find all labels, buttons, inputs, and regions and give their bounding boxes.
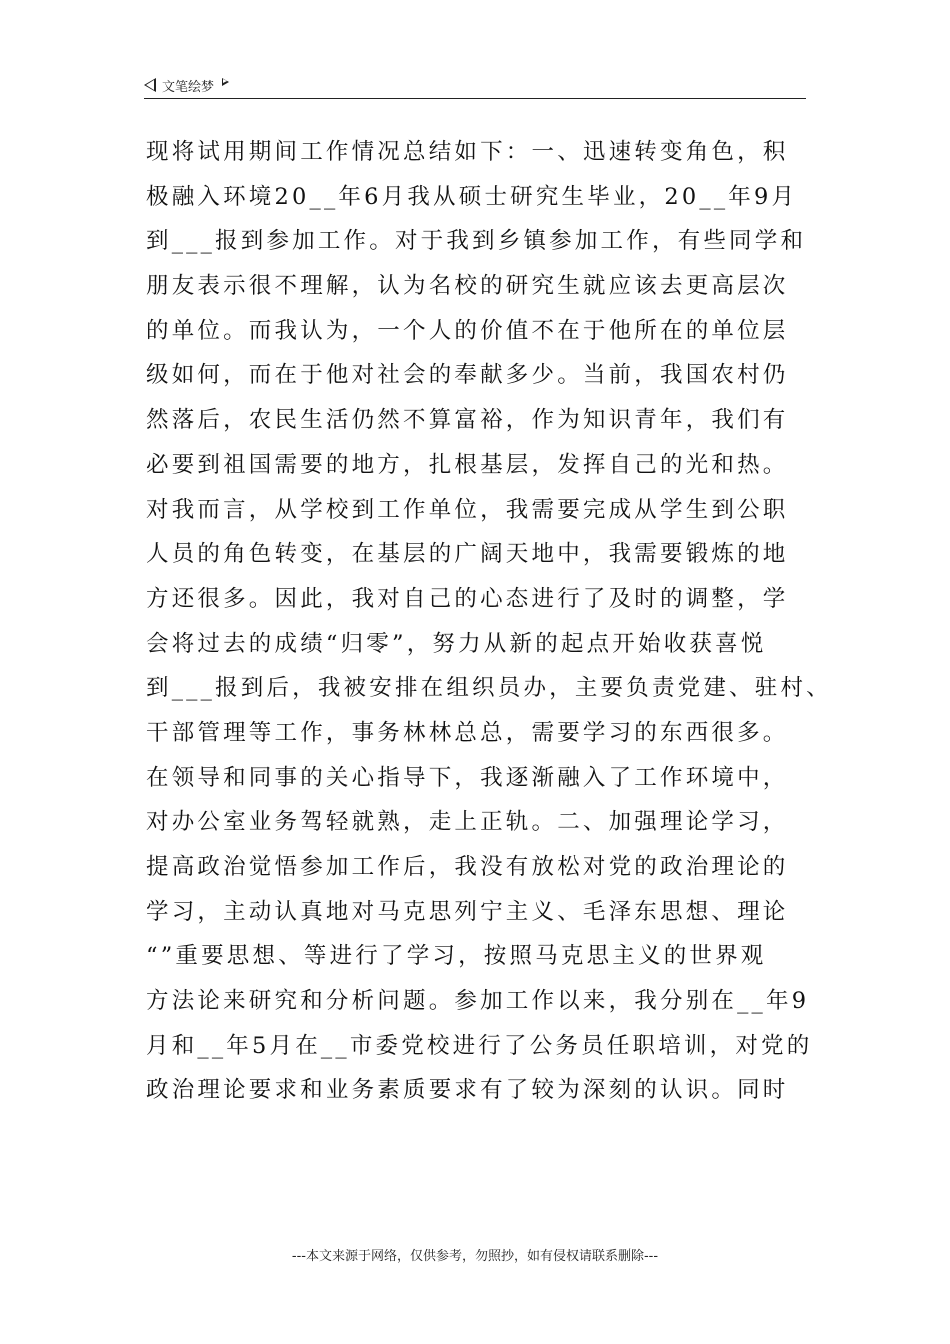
body-line: 方法论来研究和分析问题。参加工作以来，我分别在__年9 xyxy=(146,988,810,1015)
document-body xyxy=(146,130,832,1113)
body-line: 人员的角色转变，在基层的广阔天地中，我需要锻炼的地 xyxy=(146,541,789,568)
triangle-right-icon xyxy=(222,78,229,86)
body-line: 然落后，农民生活仍然不算富裕，作为知识青年，我们有 xyxy=(146,407,789,434)
body-line: 对我而言，从学校到工作单位，我需要完成从学生到公职 xyxy=(146,496,789,523)
body-line: 极融入环境20__年6月我从硕士研究生毕业，20__年9月 xyxy=(146,183,798,210)
body-line: 政治理论要求和业务素质要求有了较为深刻的认识。同时 xyxy=(146,1077,789,1104)
body-line: 会将过去的成绩“归零”，努力从新的起点开始收获喜悦 xyxy=(146,630,767,657)
body-line: “”重要思想、等进行了学习，按照马克思主义的世界观 xyxy=(146,943,767,970)
brand-logo xyxy=(144,74,229,96)
body-line: 学习，主动认真地对马克思列宁主义、毛泽东思想、理论 xyxy=(146,898,789,925)
body-line: 到___报到后，我被安排在组织员办，主要负责党建、驻村、 xyxy=(146,675,832,702)
body-line: 方还很多。因此，我对自己的心态进行了及时的调整，学 xyxy=(146,585,789,612)
body-line: 对办公室业务驾轻就熟，走上正轨。二、加强理论学习， xyxy=(146,809,789,836)
body-line: 月和__年5月在__市委党校进行了公务员任职培训，对党的 xyxy=(146,1032,813,1059)
body-line: 朋友表示很不理解，认为名校的研究生就应该去更高层次 xyxy=(146,273,789,300)
body-line: 提高政治觉悟参加工作后，我没有放松对党的政治理论的 xyxy=(146,854,789,880)
body-line: 的单位。而我认为，一个人的价值不在于他所在的单位层 xyxy=(146,317,789,344)
triangle-left-icon xyxy=(144,78,156,92)
body-line: 在领导和同事的关心指导下，我逐渐融入了工作环境中， xyxy=(146,764,789,791)
page-header xyxy=(144,74,806,99)
body-line: 现将试用期间工作情况总结如下：一、迅速转变角色，积 xyxy=(146,139,789,165)
page-footer-disclaimer: ---本文来源于网络，仅供参考，勿照抄，如有侵权请联系删除--- xyxy=(291,1249,659,1264)
body-line: 干部管理等工作，事务林林总总，需要学习的东西很多。 xyxy=(146,719,789,746)
body-line: 级如何，而在于他对社会的奉献多少。当前，我国农村仍 xyxy=(146,362,789,389)
body-line: 到___报到参加工作。对于我到乡镇参加工作，有些同学和 xyxy=(146,228,807,255)
brand-name: 文笔绘梦 xyxy=(162,79,215,95)
body-line: 必要到祖国需要的地方，扎根基层，发挥自己的光和热。 xyxy=(146,451,789,478)
